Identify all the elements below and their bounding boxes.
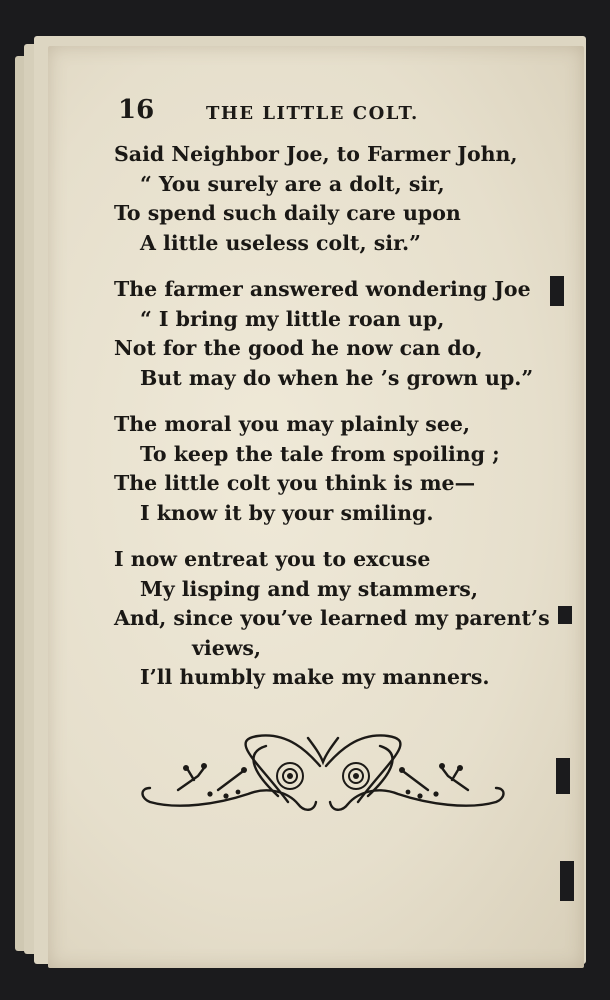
poem-line: I’ll humbly make my manners. [140,665,490,689]
stanza-1 [114,140,554,258]
stanza-3 [114,410,554,528]
torn-edge [556,758,570,794]
poem-line: A little useless colt, sir.” [140,230,421,255]
stanza-4 [114,545,554,693]
stanza-2 [114,275,554,393]
poem-line: Not for the good he now can do, [114,336,483,360]
poem-line: views, [192,635,262,660]
poem [114,140,554,710]
poem-line: To spend such daily care upon [114,201,461,225]
poem-line: The farmer answered wondering Joe [114,277,531,301]
page-number: 16 [118,95,155,125]
poem-line: And, since you’ve learned my parent’s [114,606,550,630]
poem-line: I now entreat you to excuse [114,547,431,571]
poem-line: Said Neighbor Joe, to Farmer John, [114,142,518,166]
running-title: THE LITTLE COLT. [206,103,419,124]
torn-edge [560,861,574,901]
floral-scroll-ornament-icon [138,732,508,820]
poem-line: But may do when he ’s grown up.” [140,365,534,390]
poem-line: The little colt you think is me— [114,471,476,495]
poem-line: My lisping and my stammers, [140,576,478,601]
torn-edge [558,606,572,624]
poem-line: To keep the tale from spoiling ; [140,441,500,466]
poem-line: “ I bring my little roan up, [140,306,445,331]
poem-line: The moral you may plainly see, [114,412,471,436]
poem-line: “ You surely are a dolt, sir, [140,171,445,196]
poem-line: I know it by your smiling. [140,500,434,525]
